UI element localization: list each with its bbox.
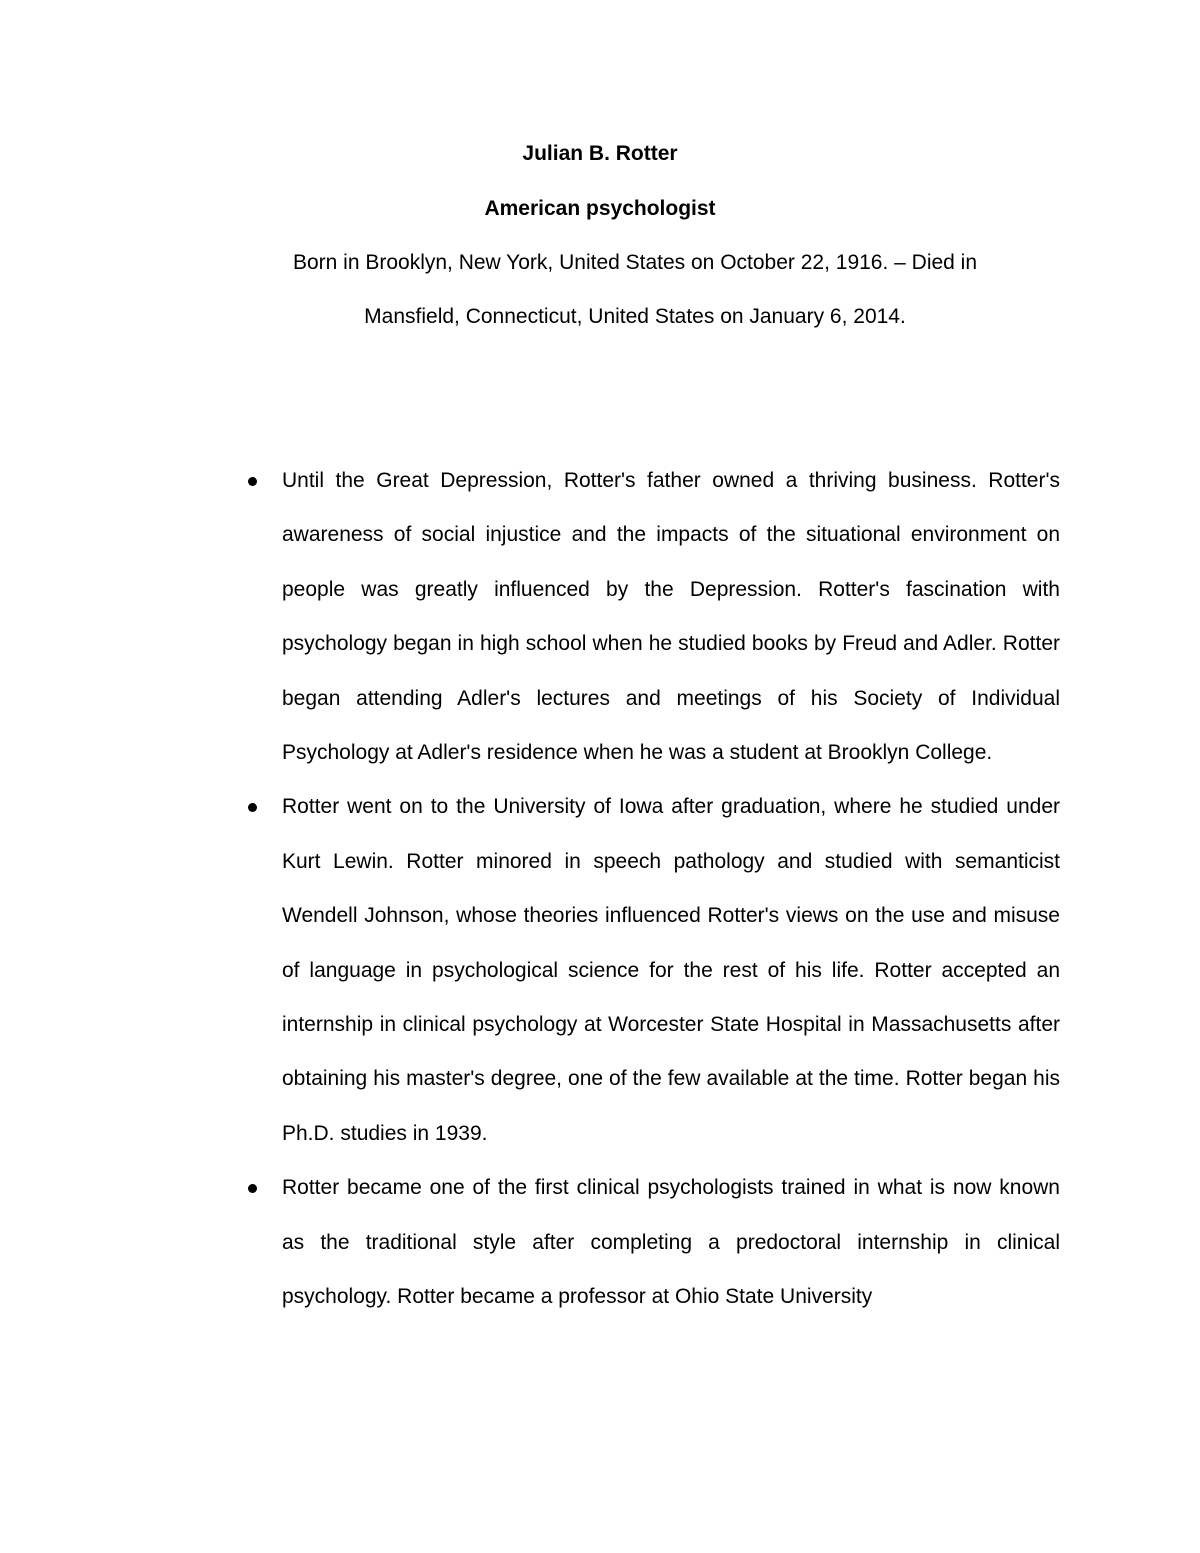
bullet-text: Until the Great Depression, Rotter's father owned a thriving business. Rotter's awareness of social injustice and the impacts of the situational environment on people was greatly influenced by the Depression. Rotter's fascination with psychology began in high school when he studied books by Freud and Adler. Rotter began attending Adler's lectures and meetings of his Society of Individual Psychology at Adler's residence when he was a student at Brooklyn College. bbox=[282, 469, 1060, 765]
bullet-dot-icon bbox=[248, 803, 257, 812]
bullet-item-education bbox=[230, 780, 1060, 1161]
bullet-list bbox=[230, 454, 1060, 1325]
bullet-dot-icon bbox=[248, 477, 257, 486]
document-subtitle: American psychologist bbox=[484, 197, 716, 220]
bio-paragraph bbox=[230, 236, 1040, 344]
bullet-item-career bbox=[230, 1161, 1060, 1324]
bio-line-birth: Born in Brooklyn, New York, United States on October 22, 1916. – Died in bbox=[292, 251, 978, 274]
bullet-item-early-life bbox=[230, 454, 1060, 780]
bullet-text: Rotter became one of the first clinical psychologists trained in what is now known as the traditional style after completing a predoctoral internship in clinical psychology. Rotter became a professor at Ohio State University bbox=[282, 1176, 1060, 1309]
bullet-text: Rotter went on to the University of Iowa after graduation, where he studied under Kurt Lewin. Rotter minored in speech pathology and studied with semanticist Wendell Johnson, whose theories influenced Rotter's views on the use and misuse of language in psychological science for the rest of his life. Rotter accepted an internship in clinical psychology at Worcester State Hospital in Massachusetts after obtaining his master's degree, one of the few available at the time. Rotter began his Ph.D. studies in 1939. bbox=[282, 795, 1060, 1145]
bio-line-death: Mansfield, Connecticut, United States on January 6, 2014. bbox=[364, 305, 906, 328]
bullet-dot-icon bbox=[248, 1184, 257, 1193]
document-title: Julian B. Rotter bbox=[522, 142, 678, 165]
